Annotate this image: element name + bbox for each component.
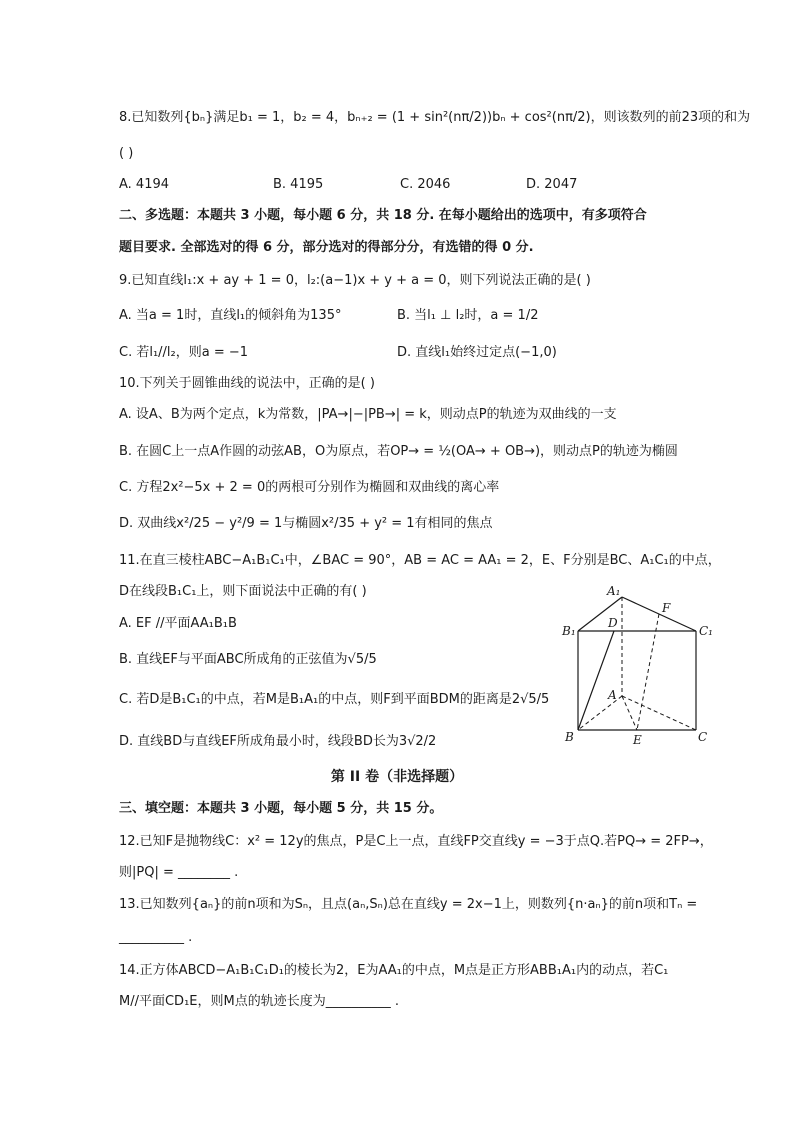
q10-option-a: A. 设A、B为两个定点，k为常数，|PA→|−|PB→| = k，则动点P的轨迹为双曲线的一支: [119, 407, 617, 422]
section2-heading: 二、多选题：本题共 3 小题，每小题 6 分，共 18 分. 在每小题给出的选项中，有多项符合: [119, 208, 647, 223]
label-a1: A₁: [607, 584, 621, 598]
q8-stem: 8.已知数列{bₙ}满足b₁ = 1，b₂ = 4，bₙ₊₂ = (1 + sin²(nπ/2))bₙ + cos²(nπ/2)，则该数列的前23项的和为: [119, 110, 751, 125]
label-a: A: [608, 688, 617, 702]
prism-figure: [556, 582, 716, 748]
label-e: E: [633, 733, 642, 747]
q8-answer-blank: ( ): [119, 146, 134, 161]
q9-option-b: B. 当l₁ ⊥ l₂时，a = 1/2: [397, 308, 539, 323]
section3-heading: 三、填空题：本题共 3 小题，每小题 5 分，共 15 分。: [119, 801, 443, 816]
label-c1: C₁: [699, 624, 713, 638]
q11-stem-cont: D在线段B₁C₁上，则下面说法中正确的有( ): [119, 584, 367, 599]
q14-stem-cont: M//平面CD₁E，则M点的轨迹长度为__________ .: [119, 994, 399, 1009]
q9-stem: 9.已知直线l₁:x + ay + 1 = 0，l₂:(a−1)x + y + a = 0，则下列说法正确的是( ): [119, 273, 591, 288]
q8-option-d: D. 2047: [526, 177, 578, 192]
part2-title: 第 II 卷（非选择题）: [330, 769, 464, 785]
section2-heading-cont: 题目要求. 全部选对的得 6 分，部分选对的得部分分，有选错的得 0 分.: [119, 240, 534, 255]
q11-stem: 11.在直三棱柱ABC−A₁B₁C₁中，∠BAC = 90°，AB = AC = AA₁ = 2，E、F分别是BC、A₁C₁的中点，: [119, 553, 721, 568]
label-b1: B₁: [562, 624, 576, 638]
label-b: B: [565, 730, 574, 744]
q10-option-d: D. 双曲线x²/25 − y²/9 = 1与椭圆x²/35 + y² = 1有相同的焦点: [119, 516, 493, 531]
q8-option-c: C. 2046: [400, 177, 451, 192]
q12-stem: 12.已知F是抛物线C：x² = 12y的焦点，P是C上一点，直线FP交直线y = −3于点Q.若PQ→ = 2FP→，: [119, 834, 713, 849]
q8-option-a: A. 4194: [119, 177, 170, 192]
q8-option-b: B. 4195: [273, 177, 324, 192]
q11-option-b: B. 直线EF与平面ABC所成角的正弦值为√5/5: [119, 652, 377, 667]
q9-option-c: C. 若l₁//l₂，则a = −1: [119, 345, 249, 360]
q11-option-d: D. 直线BD与直线EF所成角最小时，线段BD长为3√2/2: [119, 734, 437, 749]
q10-option-c: C. 方程2x²−5x + 2 = 0的两根可分别作为椭圆和双曲线的离心率: [119, 480, 500, 495]
q10-option-b: B. 在圆C上一点A作圆的动弦AB，O为原点，若OP→ = ½(OA→ + OB→)，则动点P的轨迹为椭圆: [119, 444, 678, 459]
q14-stem: 14.正方体ABCD−A₁B₁C₁D₁的棱长为2，E为AA₁的中点，M点是正方形ABB₁A₁内的动点，若C₁: [119, 963, 669, 978]
label-d: D: [608, 616, 618, 630]
q12-stem-cont: 则|PQ| = ________ .: [119, 865, 239, 880]
q11-option-c: C. 若D是B₁C₁的中点，若M是B₁A₁的中点，则F到平面BDM的距离是2√5/5: [119, 692, 550, 707]
q13-stem: 13.已知数列{aₙ}的前n项和为Sₙ，且点(aₙ,Sₙ)总在直线y = 2x−1上，则数列{n·aₙ}的前n项和Tₙ =: [119, 897, 698, 912]
q13-answer-blank: __________ .: [119, 930, 193, 945]
q11-option-a: A. EF //平面AA₁B₁B: [119, 616, 237, 631]
label-f: F: [662, 601, 671, 615]
q9-option-a: A. 当a = 1时，直线l₁的倾斜角为135°: [119, 308, 342, 323]
q10-stem: 10.下列关于圆锥曲线的说法中，正确的是( ): [119, 376, 375, 391]
label-c: C: [698, 730, 708, 744]
q9-option-d: D. 直线l₁始终过定点(−1,0): [397, 345, 557, 360]
